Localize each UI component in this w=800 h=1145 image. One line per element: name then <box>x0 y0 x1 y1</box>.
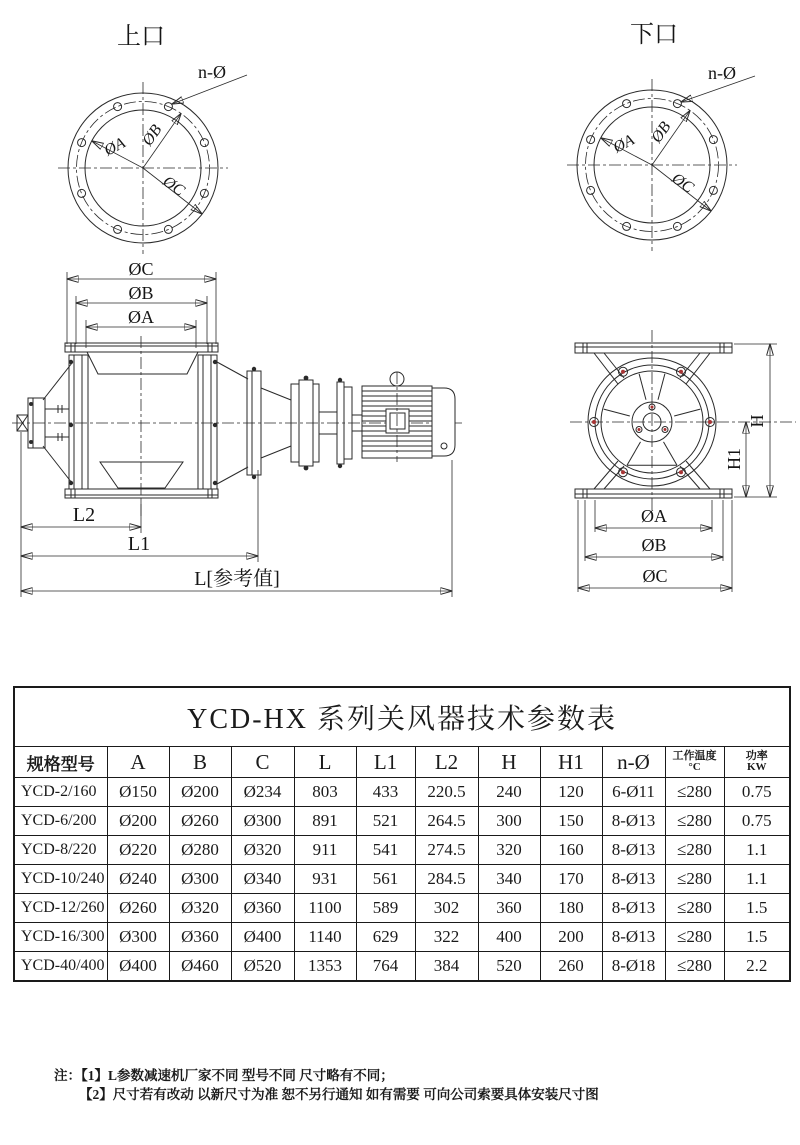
end-top-flange <box>575 343 732 353</box>
spec-cell: 180 <box>540 894 602 923</box>
motor <box>362 372 455 462</box>
spec-cell: 1.5 <box>724 894 790 923</box>
spec-cell: Ø400 <box>107 952 169 982</box>
power-header-line1: 功率 <box>745 750 768 762</box>
header-cell: n-Ø <box>602 747 665 778</box>
spec-cell: 1140 <box>294 923 356 952</box>
spec-cell: 2.2 <box>724 952 790 982</box>
dim-label-dia-c: ØC <box>159 172 188 200</box>
spec-cell: 629 <box>356 923 415 952</box>
table-header-row <box>14 747 790 778</box>
side-dim-l-ref: L[参考值] <box>194 568 280 590</box>
spec-cell: 8-Ø13 <box>602 923 665 952</box>
spec-cell: ≤280 <box>665 894 724 923</box>
header-cell-temp <box>665 747 724 778</box>
table-row <box>14 952 790 982</box>
spec-cell: ≤280 <box>665 836 724 865</box>
temp-header-line2: °C <box>688 761 701 773</box>
spec-cell: Ø150 <box>107 778 169 807</box>
spec-cell: 264.5 <box>415 807 478 836</box>
bolt-count-label: n-Ø <box>198 62 226 82</box>
spec-table <box>13 686 791 982</box>
end-dim-dia-a: ØA <box>641 506 667 526</box>
spec-cell: 521 <box>356 807 415 836</box>
spec-cell: 1.5 <box>724 923 790 952</box>
spec-cell: Ø300 <box>169 865 231 894</box>
spec-cell: ≤280 <box>665 778 724 807</box>
table-title-row <box>14 687 790 747</box>
spec-cell: Ø340 <box>231 865 294 894</box>
spec-cell: 340 <box>478 865 540 894</box>
side-elevation-view <box>12 259 462 597</box>
bottom-flange-plate <box>65 489 218 498</box>
end-dim-dia-b: ØB <box>641 535 667 555</box>
spec-cell: 200 <box>540 923 602 952</box>
side-dim-l2: L2 <box>72 504 96 526</box>
dim-label-dia-c: ØC <box>668 169 697 197</box>
header-cell: L <box>294 747 356 778</box>
end-view <box>570 330 796 592</box>
table-row <box>14 894 790 923</box>
spec-cell: ≤280 <box>665 952 724 982</box>
top-port-flange-view <box>58 23 247 254</box>
spec-cell: Ø260 <box>169 807 231 836</box>
side-dim-dia-c: ØC <box>128 259 154 279</box>
spec-cell: Ø520 <box>231 952 294 982</box>
header-cell: L2 <box>415 747 478 778</box>
spec-cell: 764 <box>356 952 415 982</box>
spec-cell: Ø234 <box>231 778 294 807</box>
side-dim-l1: L1 <box>127 533 151 555</box>
bottom-port-title: 下口 <box>630 22 678 48</box>
spec-cell: ≤280 <box>665 923 724 952</box>
table-row <box>14 807 790 836</box>
spec-cell: Ø200 <box>107 807 169 836</box>
header-cell-power <box>724 747 790 778</box>
header-cell: L1 <box>356 747 415 778</box>
left-end-plate <box>69 355 88 489</box>
table-row <box>14 923 790 952</box>
spec-cell: YCD-8/220 <box>14 836 107 865</box>
top-port-title: 上口 <box>117 24 165 50</box>
spec-cell: Ø240 <box>107 865 169 894</box>
spec-cell: 220.5 <box>415 778 478 807</box>
spec-cell: 8-Ø13 <box>602 865 665 894</box>
spec-cell: Ø300 <box>231 807 294 836</box>
outlet-hopper <box>100 462 183 488</box>
temp-header-line1: 工作温度 <box>672 750 717 762</box>
spec-cell: 1.1 <box>724 865 790 894</box>
spec-cell: 8-Ø13 <box>602 836 665 865</box>
spec-cell: 320 <box>478 836 540 865</box>
spec-cell: Ø260 <box>107 894 169 923</box>
bolt-count-label: n-Ø <box>708 63 736 83</box>
inlet-hopper <box>87 352 198 374</box>
motor-end-cap <box>432 388 455 456</box>
spec-cell: YCD-2/160 <box>14 778 107 807</box>
spec-cell: 150 <box>540 807 602 836</box>
right-end-plate <box>198 355 217 489</box>
spec-cell: 911 <box>294 836 356 865</box>
spec-cell: Ø280 <box>169 836 231 865</box>
spec-cell: 170 <box>540 865 602 894</box>
header-cell: C <box>231 747 294 778</box>
side-dim-dia-a: ØA <box>128 307 154 327</box>
spec-cell: 302 <box>415 894 478 923</box>
header-cell: H <box>478 747 540 778</box>
spec-cell: Ø220 <box>107 836 169 865</box>
spec-cell: 0.75 <box>724 778 790 807</box>
spec-cell: Ø360 <box>231 894 294 923</box>
spec-cell: 1100 <box>294 894 356 923</box>
note-item-1: 【1】L参数减速机厂家不同 型号不同 尺寸略有不同； <box>81 1068 394 1083</box>
spec-cell: 322 <box>415 923 478 952</box>
spec-cell: Ø360 <box>169 923 231 952</box>
footnotes <box>54 1066 599 1104</box>
spec-cell: 160 <box>540 836 602 865</box>
spec-cell: Ø460 <box>169 952 231 982</box>
spec-cell: 300 <box>478 807 540 836</box>
spec-cell: 400 <box>478 923 540 952</box>
spec-cell: Ø300 <box>107 923 169 952</box>
spec-cell: 589 <box>356 894 415 923</box>
dim-label-dia-b: ØB <box>139 121 166 150</box>
spec-cell: 433 <box>356 778 415 807</box>
spec-cell: 803 <box>294 778 356 807</box>
spec-cell: YCD-10/240 <box>14 865 107 894</box>
dim-label-dia-b: ØB <box>648 118 675 147</box>
spec-cell: 120 <box>540 778 602 807</box>
note-prefix: 注： <box>54 1068 81 1083</box>
spec-cell: 931 <box>294 865 356 894</box>
spec-cell: Ø400 <box>231 923 294 952</box>
spec-cell: 1353 <box>294 952 356 982</box>
side-dim-dia-b: ØB <box>128 283 154 303</box>
table-row <box>14 865 790 894</box>
spec-cell: 274.5 <box>415 836 478 865</box>
table-title: YCD-HX 系列关风器技术参数表 <box>14 687 790 747</box>
spec-cell: YCD-6/200 <box>14 807 107 836</box>
spec-cell: 541 <box>356 836 415 865</box>
end-bottom-flange <box>575 489 732 498</box>
note-line-1 <box>54 1066 599 1085</box>
spec-cell: 891 <box>294 807 356 836</box>
top-flange-plate <box>65 343 218 352</box>
spec-cell: 8-Ø13 <box>602 894 665 923</box>
table-row <box>14 778 790 807</box>
spec-cell: 260 <box>540 952 602 982</box>
spec-cell: YCD-16/300 <box>14 923 107 952</box>
note-item-2: 【2】尺寸若有改动 以新尺寸为准 恕不另行通知 如有需要 可向公司索要具体安装尺寸图 <box>79 1087 599 1102</box>
end-dim-h1: H1 <box>724 448 744 470</box>
dim-label-dia-a: ØA <box>610 131 638 157</box>
spec-cell: 360 <box>478 894 540 923</box>
spec-cell: 6-Ø11 <box>602 778 665 807</box>
spec-cell: 284.5 <box>415 865 478 894</box>
end-dim-dia-c: ØC <box>642 566 668 586</box>
power-header-line2: KW <box>747 761 767 773</box>
spec-cell: 0.75 <box>724 807 790 836</box>
spec-cell: 384 <box>415 952 478 982</box>
dim-label-dia-a: ØA <box>101 134 129 160</box>
header-cell: H1 <box>540 747 602 778</box>
spec-cell: 561 <box>356 865 415 894</box>
spec-cell: 520 <box>478 952 540 982</box>
spec-cell: ≤280 <box>665 807 724 836</box>
spec-cell: YCD-12/260 <box>14 894 107 923</box>
spec-cell: YCD-40/400 <box>14 952 107 982</box>
note-line-2 <box>79 1085 599 1104</box>
end-dim-h: H <box>747 414 767 428</box>
bottom-port-flange-view <box>567 22 755 251</box>
spec-cell: 1.1 <box>724 836 790 865</box>
table-row <box>14 836 790 865</box>
spec-cell: Ø200 <box>169 778 231 807</box>
header-cell: 规格型号 <box>14 747 107 778</box>
spec-cell: 8-Ø13 <box>602 807 665 836</box>
header-cell: B <box>169 747 231 778</box>
spec-cell: Ø320 <box>169 894 231 923</box>
spec-cell: 8-Ø18 <box>602 952 665 982</box>
spec-cell: 240 <box>478 778 540 807</box>
spec-cell: Ø320 <box>231 836 294 865</box>
spec-cell: ≤280 <box>665 865 724 894</box>
spec-table-section <box>13 686 791 982</box>
header-cell: A <box>107 747 169 778</box>
